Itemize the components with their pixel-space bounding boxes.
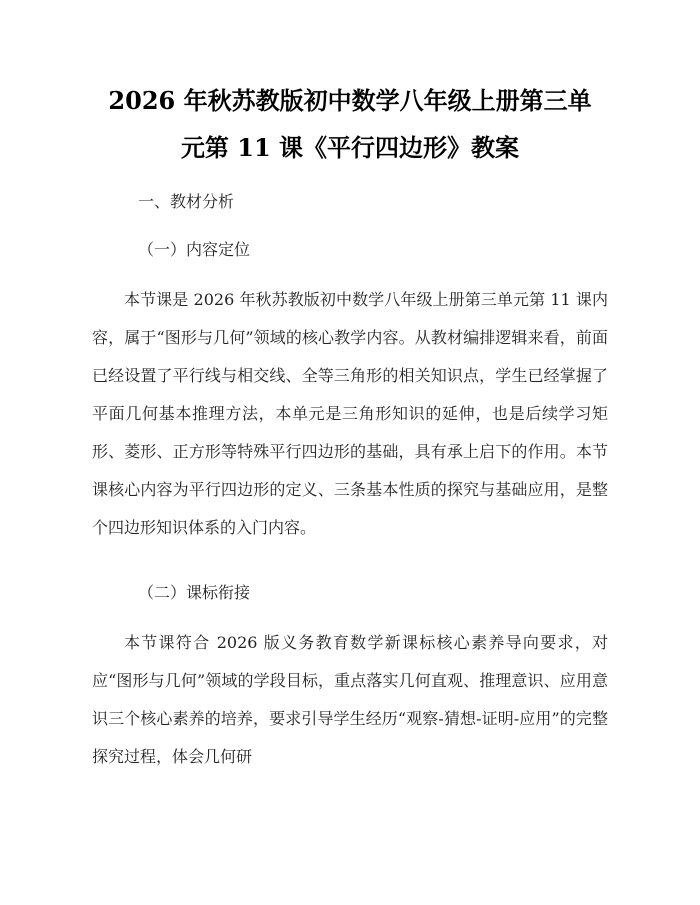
subsection-heading-curriculum-alignment: （二）课标衔接 [138, 583, 251, 602]
document-title-line-1: 2026 年秋苏教版初中数学八年级上册第三单 [108, 86, 592, 115]
paragraph-content-positioning: 本节课是 2026 年秋苏教版初中数学八年级上册第三单元第 11 课内容，属于“图形与几何”领域的核心教学内容。从教材编排逻辑来看，前面已经设置了平行线与相交线、全等三角形的相关知识点，学生已经掌握了平面几何基本推理方法，本单元是三角形知识的延伸，也是后续学习矩形、菱形、正方形等特殊平行四边形的基础，具有承上启下的作用。本节课核心内容为平行四边形的定义、三条基本性质的探究与基础应用，是整个四边形知识体系的入门内容。 [92, 290, 608, 537]
subsection-heading-content-positioning: （一）内容定位 [138, 240, 251, 259]
paragraph-curriculum-alignment: 本节课符合 2026 版义务教育数学新课标核心素养导向要求，对应“图形与几何”领域的学段目标，重点落实几何直观、推理意识、应用意识三个核心素养的培养，要求引导学生经历“观察-猜想-证明-应用”的完整探究过程，体会几何研 [92, 633, 608, 766]
section-heading-material-analysis: 一、教材分析 [138, 192, 235, 211]
document-title-line-2: 元第 11 课《平行四边形》教案 [180, 133, 520, 162]
